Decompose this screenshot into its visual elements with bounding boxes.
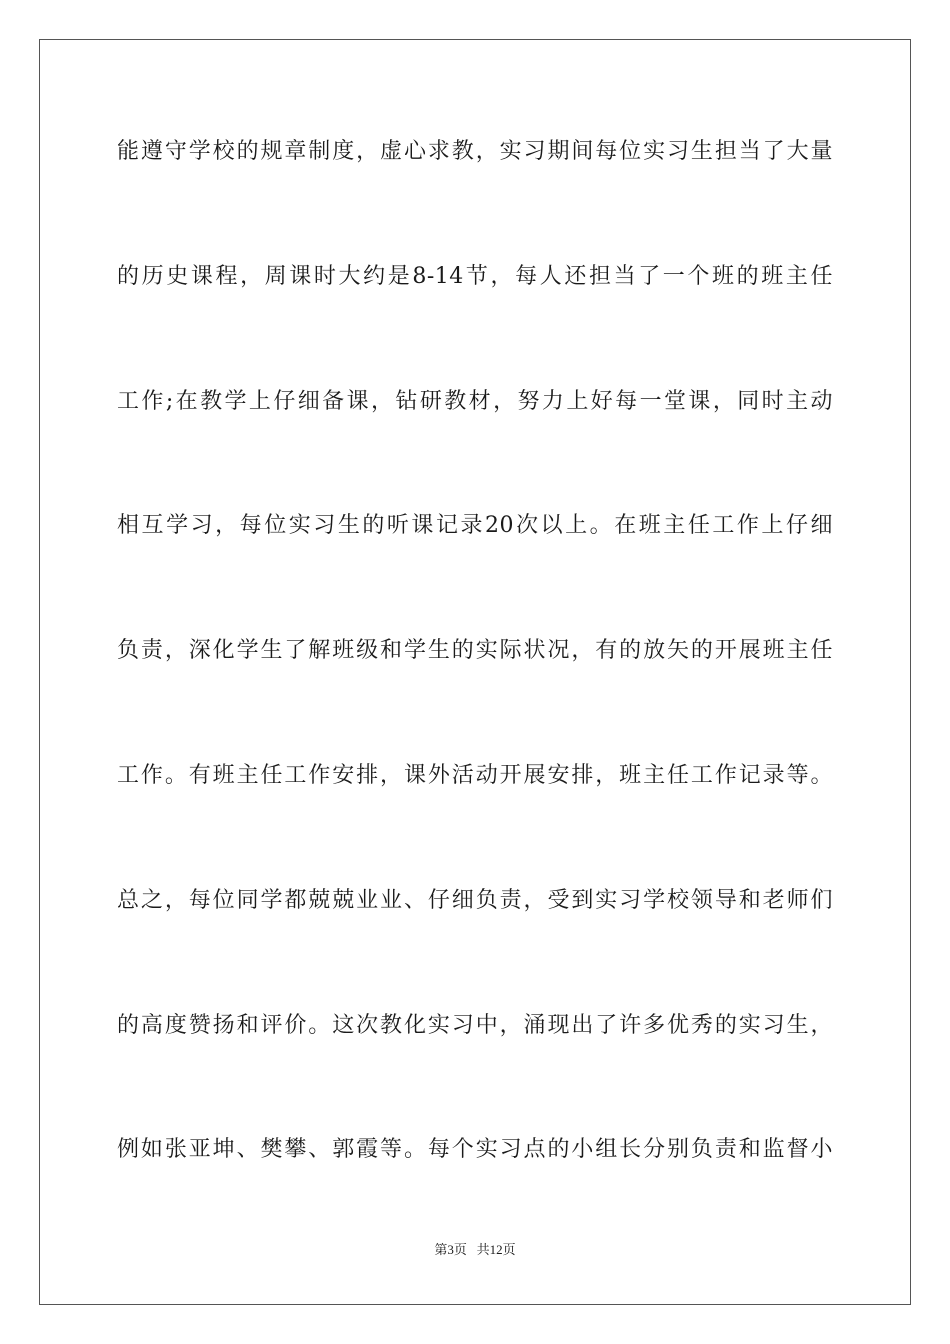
body-line-5: 负责，深化学生了解班级和学生的实际状况，有的放矢的开展班主任 (117, 638, 833, 664)
page-number-footer: 第3页 共12页 (434, 1242, 516, 1257)
body-line-2: 的历史课程，周课时大约是8-14节，每人还担当了一个班的班主任 (117, 263, 833, 289)
body-line-3: 工作;在教学上仔细备课，钻研教材，努力上好每一堂课，同时主动 (117, 388, 833, 414)
body-line-1: 能遵守学校的规章制度，虚心求教，实习期间每位实习生担当了大量 (117, 139, 833, 164)
document-body (117, 124, 833, 1178)
body-line-6: 工作。有班主任工作安排，课外活动开展安排，班主任工作记录等。 (117, 762, 833, 788)
body-line-7: 总之，每位同学都兢兢业业、仔细负责，受到实习学校领导和老师们 (117, 887, 833, 913)
body-line-4: 相互学习，每位实习生的听课记录20次以上。在班主任工作上仔细 (117, 513, 833, 539)
body-line-9: 例如张亚坤、樊攀、郭霞等。每个实习点的小组长分别负责和监督小 (117, 1137, 833, 1163)
body-line-8: 的高度赞扬和评价。这次教化实习中，涌现出了许多优秀的实习生， (117, 1012, 833, 1038)
